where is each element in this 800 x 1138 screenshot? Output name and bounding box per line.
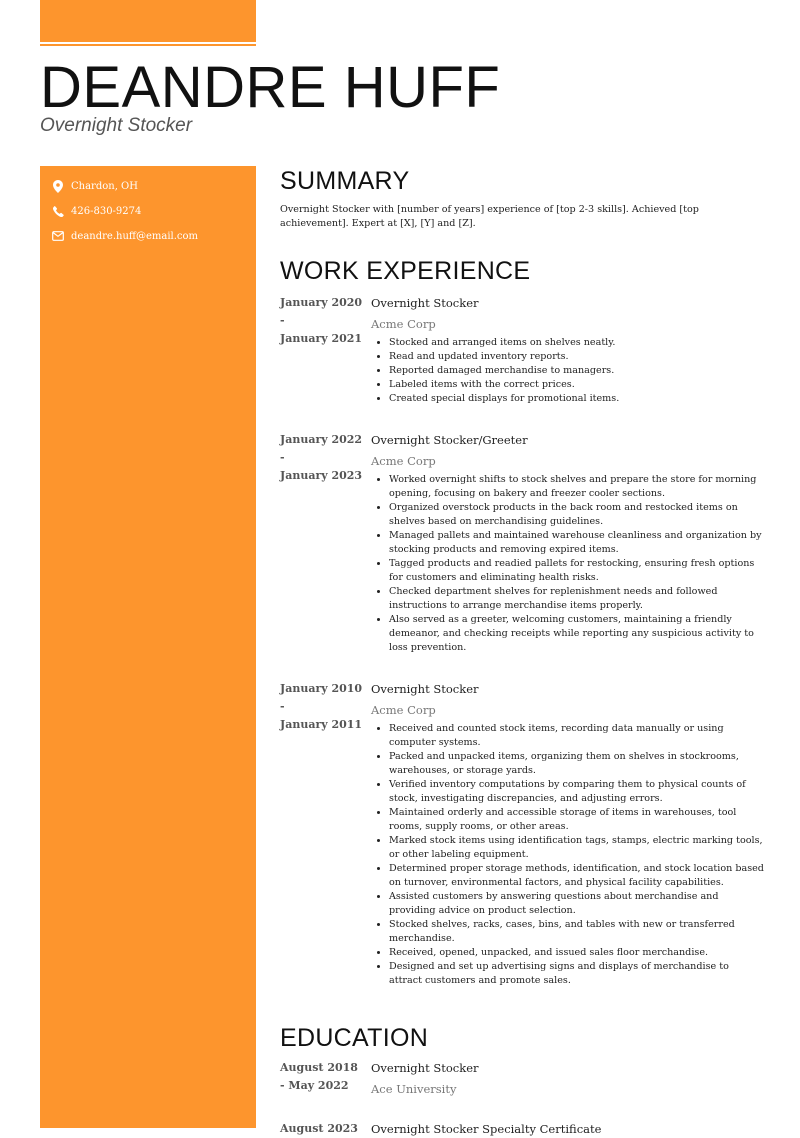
job-entry [280,431,764,655]
candidate-name: DEANDRE HUFF [40,55,501,120]
job-role: Overnight Stocker [371,682,479,696]
job-bullets [371,473,764,655]
list-item: • Managed pallets and maintained warehouse cleanliness and organization by stocking products and removing expired items. [389,529,764,557]
education-school: Ace University [371,1082,457,1096]
job-role: Overnight Stocker/Greeter [371,433,528,447]
sidebar [40,166,256,1128]
location-text: Chardon, OH [71,180,138,192]
job-start-date: January 2010 [280,682,363,695]
list-item: • Marked stock items using identification tags, stamps, electric marking tools, or other labeling equipment. [389,834,764,862]
phone-icon [52,204,64,218]
list-item: • Also served as a greeter, welcoming customers, maintaining a friendly demeanor, and checking receipts while reporting any suspicious activity to loss prevention. [389,613,764,655]
list-item: • Tagged products and readied pallets for restocking, ensuring fresh options for customers and eliminating health risks. [389,557,764,585]
job-end-date: January 2011 [280,718,363,731]
job-dates [280,431,366,485]
list-item: • Designed and set up advertising signs and displays of merchandise to attract customers and promote sales. [389,960,764,988]
list-item: • Packed and unpacked items, organizing them on shelves in stockrooms, warehouses, or storage yards. [389,750,764,778]
job-role: Overnight Stocker [371,296,479,310]
list-item: • Reported damaged merchandise to managers. [389,364,764,378]
education-entry [280,1059,764,1098]
list-item: • Created special displays for promotional items. [389,392,764,406]
education-dates: August 2018 - May 2022 [280,1061,358,1092]
list-item: • Worked overnight shifts to stock shelves and prepare the store for morning opening, focusing on bakery and freezer cooler sections. [389,473,764,501]
job-company: Acme Corp [371,703,436,717]
date-separator: - [280,700,285,713]
header-accent-bar [40,0,256,42]
envelope-icon [52,229,64,243]
education-dates: August 2023 [280,1122,358,1135]
job-bullets [371,722,764,988]
list-item: • Read and updated inventory reports. [389,350,764,364]
job-entry [280,680,764,988]
contact-email[interactable] [52,227,252,245]
list-item: • Stocked and arranged items on shelves neatly. [389,336,764,350]
education-heading: EDUCATION [280,1024,429,1052]
job-company: Acme Corp [371,317,436,331]
education-degree: Overnight Stocker Specialty Certificate [371,1122,602,1136]
contact-info [52,177,252,252]
job-end-date: January 2021 [280,332,363,345]
list-item: • Assisted customers by answering questions about merchandise and providing advice on product selection. [389,890,764,918]
contact-phone [52,202,252,220]
list-item: • Maintained orderly and accessible storage of items in warehouses, tool rooms, supply rooms, or other areas. [389,806,764,834]
list-item: • Checked department shelves for replenishment needs and followed instructions to arrange merchandise items properly. [389,585,764,613]
summary-heading: SUMMARY [280,167,410,195]
list-item: • Organized overstock products in the back room and restocked items on shelves based on merchandising guidelines. [389,501,764,529]
email-link[interactable]: deandre.huff@email.com [71,230,199,242]
candidate-title: Overnight Stocker [40,115,193,136]
education-entry [280,1120,764,1138]
education-degree: Overnight Stocker [371,1061,479,1075]
job-entry [280,294,764,406]
job-end-date: January 2023 [280,469,363,482]
job-dates [280,294,366,348]
experience-heading: WORK EXPERIENCE [280,257,531,285]
job-start-date: January 2022 [280,433,363,446]
list-item: • Stocked shelves, racks, cases, bins, and tables with new or transferred merchandise. [389,918,764,946]
list-item: • Received and counted stock items, recording data manually or using computer systems. [389,722,764,750]
list-item: • Verified inventory computations by comparing them to physical counts of stock, investigating discrepancies, and adjusting errors. [389,778,764,806]
main-content [280,166,764,1138]
list-item: • Received, opened, unpacked, and issued sales floor merchandise. [389,946,764,960]
job-start-date: January 2020 [280,296,363,309]
job-bullets [371,336,764,406]
job-company: Acme Corp [371,454,436,468]
map-pin-icon [52,179,64,193]
job-dates [280,680,366,734]
date-separator: - [280,451,285,464]
header-accent-line [40,44,256,46]
phone-text: 426-830-9274 [71,205,142,217]
contact-location [52,177,252,195]
list-item: • Determined proper storage methods, identification, and stock location based on turnover, environmental factors, and physical facility capabilities. [389,862,764,890]
list-item: • Labeled items with the correct prices. [389,378,764,392]
summary-text: Overnight Stocker with [number of years] experience of [top 2-3 skills]. Achieved [top achievement]. Expert at [X], [Y] and [Z]. [280,204,699,229]
date-separator: - [280,314,285,327]
